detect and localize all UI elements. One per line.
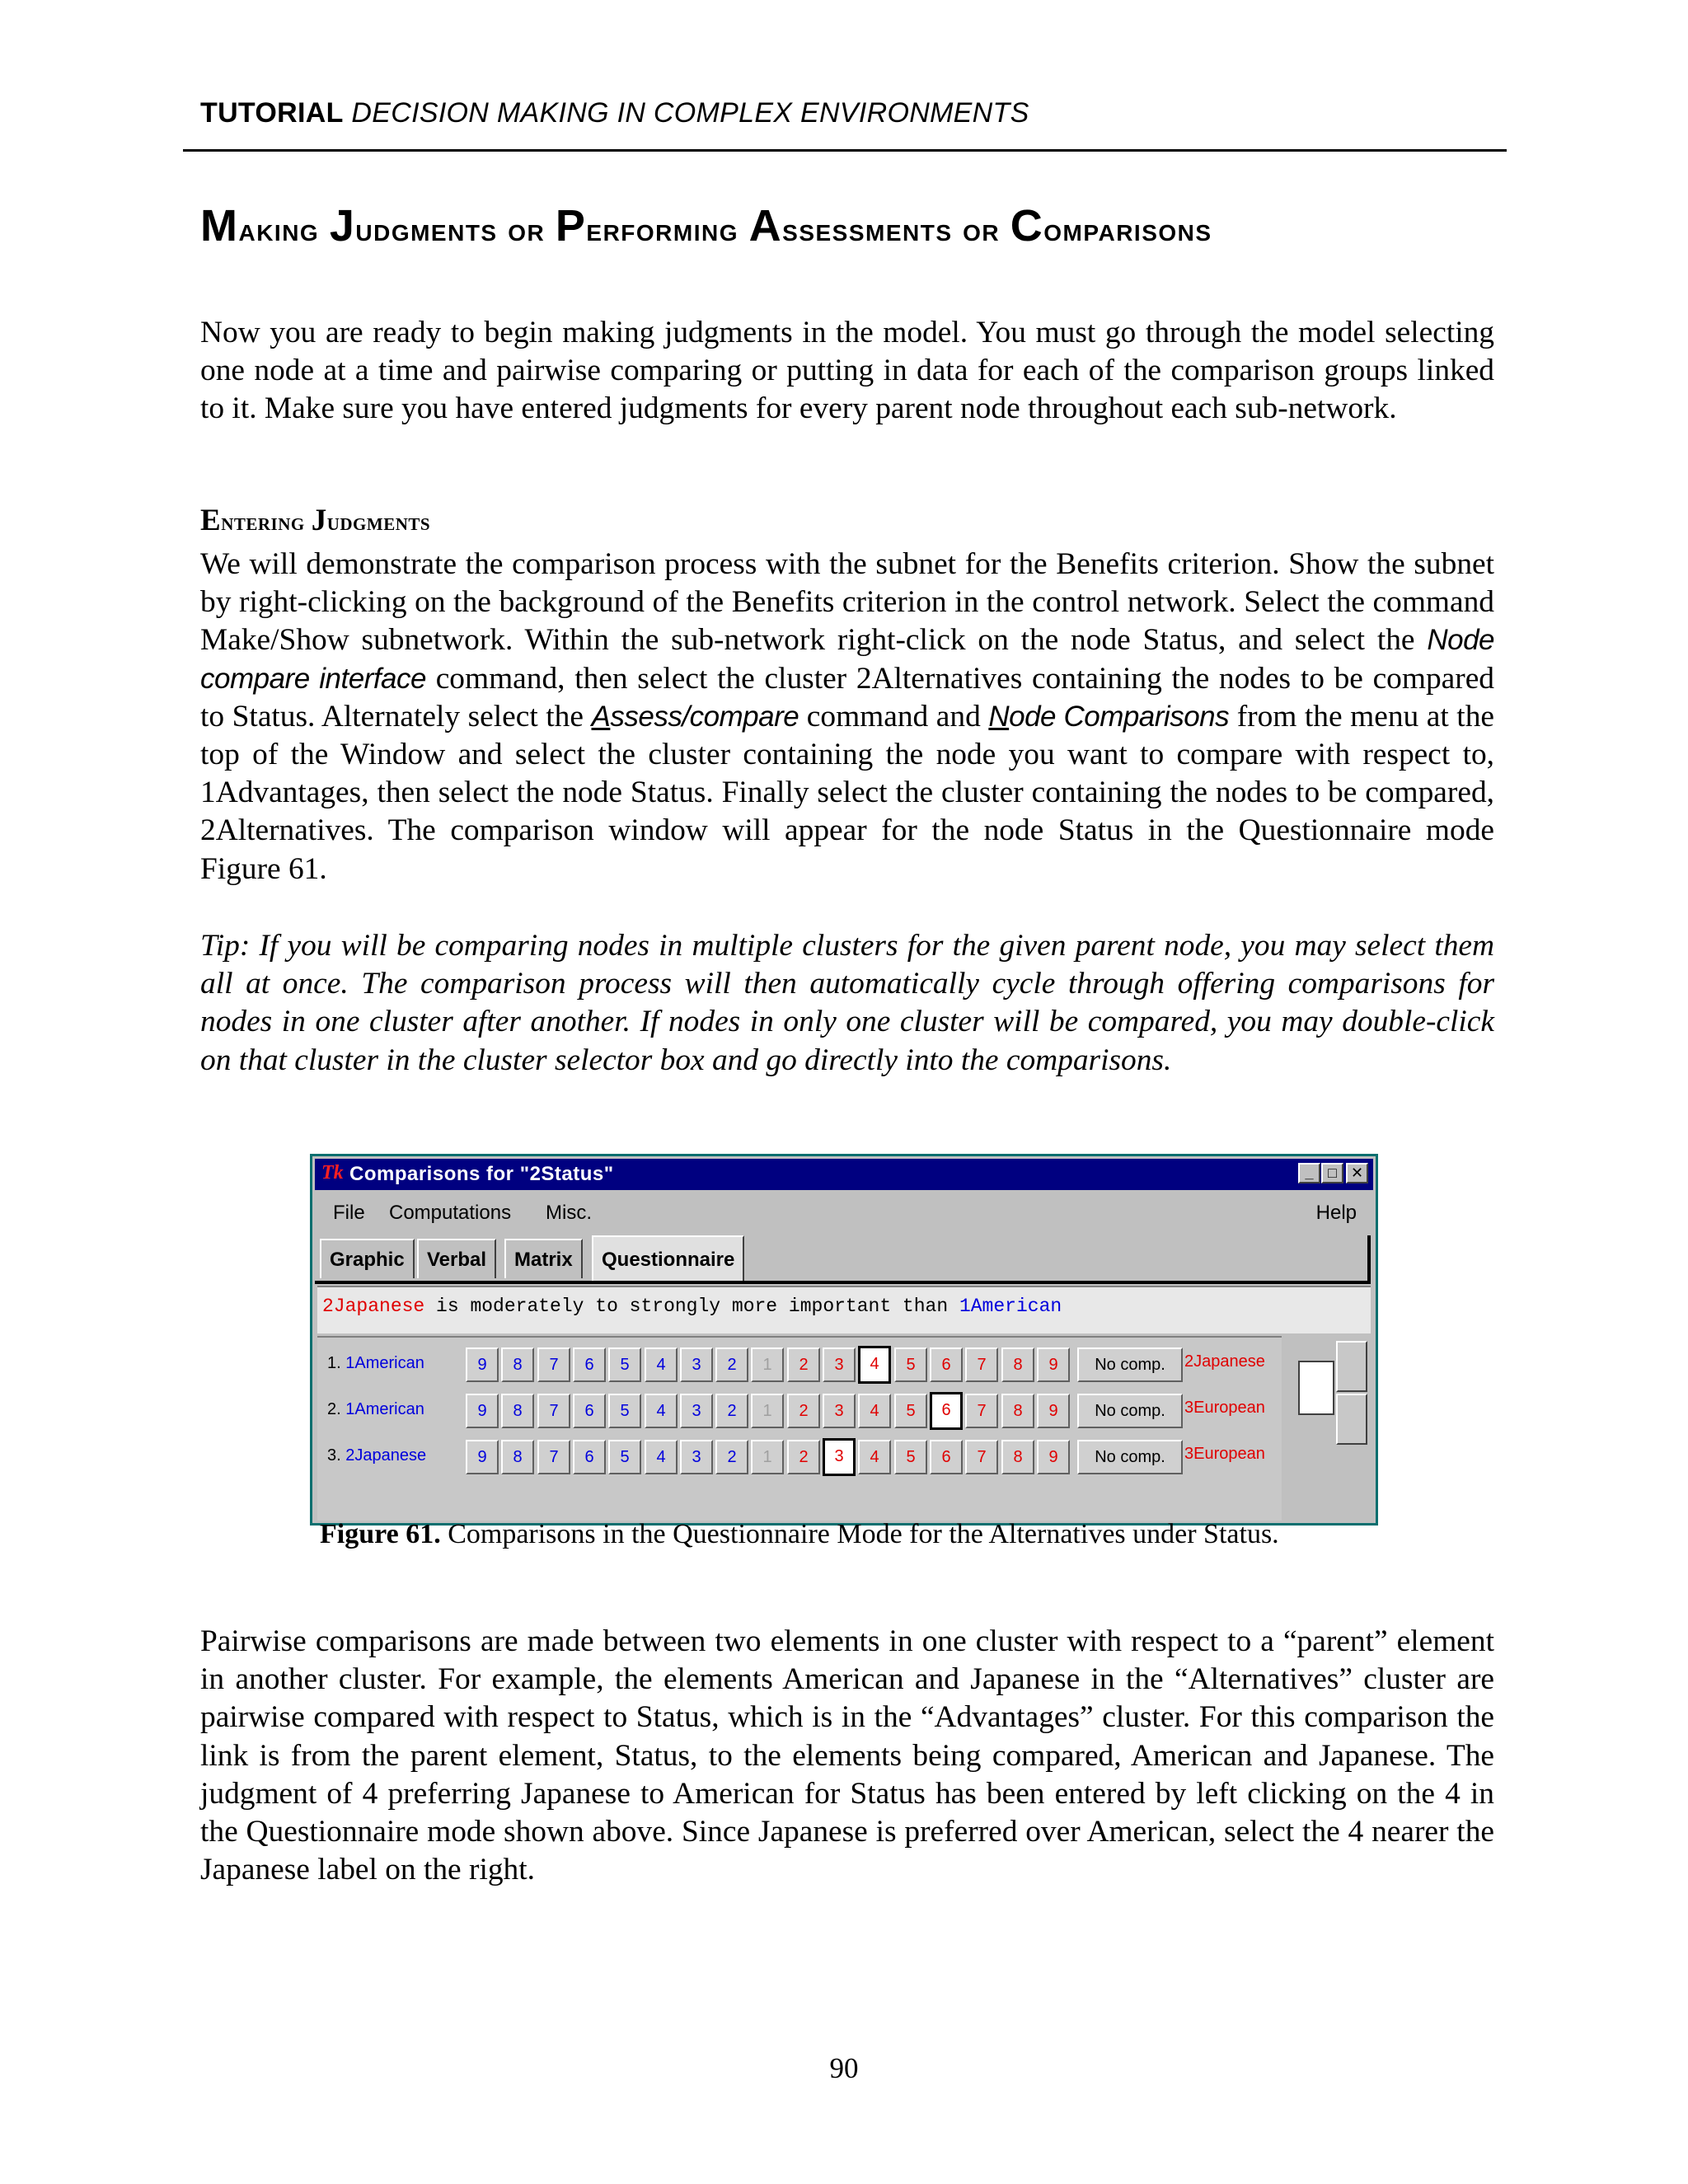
- verbal-judgment-readout: [317, 1286, 1371, 1333]
- subhead-entering-judgments: Entering Judgments: [200, 504, 431, 537]
- section-title: [200, 199, 1494, 256]
- minimize-icon[interactable]: _: [1298, 1163, 1320, 1183]
- scale-cell[interactable]: 3: [680, 1394, 713, 1428]
- tab-divider-right: [1367, 1235, 1371, 1283]
- scale-cell[interactable]: 6: [573, 1347, 606, 1382]
- vertical-scrollbar[interactable]: [1334, 1341, 1371, 1517]
- scale-cell[interactable]: 5: [894, 1440, 927, 1474]
- scale-cell[interactable]: 5: [608, 1394, 641, 1428]
- row-right-node: 2Japanese: [1184, 1352, 1265, 1371]
- row-left-node: 1American: [345, 1354, 424, 1372]
- scale-cell[interactable]: 7: [965, 1394, 998, 1428]
- scale-cell[interactable]: 7: [537, 1347, 570, 1382]
- running-head-italic: DECISION MAKING IN COMPLEX ENVIRONMENTS: [351, 97, 1029, 129]
- intro-paragraph: Now you are ready to begin making judgments in the model. You must go through the model selecting one node at a time and pairwise comparing or putting in data for each of the comparison groups linked to it. Make sure you have entered judgments for every parent node throughout each sub-network.: [200, 316, 1494, 426]
- close-icon[interactable]: ✕: [1346, 1163, 1368, 1183]
- scale-cell[interactable]: 7: [965, 1347, 998, 1382]
- header-rule: [183, 149, 1507, 152]
- verdict-left-node: 2Japanese: [322, 1296, 425, 1317]
- row-left-label: [327, 1446, 426, 1465]
- scale-cell[interactable]: 1: [751, 1394, 784, 1428]
- questionnaire-grid: [317, 1336, 1282, 1521]
- row-index: 2.: [327, 1400, 346, 1418]
- page-number: 90: [829, 2052, 859, 2084]
- row-index: 1.: [327, 1354, 346, 1372]
- tab-divider: [315, 1281, 1371, 1284]
- row-right-node: 3European: [1184, 1445, 1265, 1463]
- scale-cell[interactable]: 8: [501, 1347, 534, 1382]
- scale-cell[interactable]: 9: [1037, 1440, 1070, 1474]
- scale-cell-selected[interactable]: 3: [823, 1438, 856, 1476]
- scale-cell[interactable]: 6: [573, 1394, 606, 1428]
- row-left-node: 1American: [345, 1400, 424, 1418]
- tab-questionnaire[interactable]: Questionnaire: [592, 1235, 744, 1282]
- scale-cell[interactable]: 2: [715, 1347, 748, 1382]
- scale-cell[interactable]: 2: [787, 1347, 820, 1382]
- scale-cell[interactable]: 3: [680, 1347, 713, 1382]
- comparison-row: [317, 1343, 1282, 1389]
- scale-cell[interactable]: 2: [715, 1394, 748, 1428]
- menu-help[interactable]: Help: [1315, 1202, 1357, 1224]
- scale-cell[interactable]: 3: [680, 1440, 713, 1474]
- node-compare-interface-command: Node compare interface: [200, 624, 1494, 695]
- scale-cell[interactable]: 6: [573, 1440, 606, 1474]
- scale-cell[interactable]: 5: [894, 1394, 927, 1428]
- row-left-label: [327, 1400, 424, 1419]
- row-left-label: [327, 1354, 424, 1373]
- scale-cell[interactable]: 4: [645, 1440, 678, 1474]
- title-word: Assessments: [748, 201, 953, 251]
- scale-cell[interactable]: 8: [501, 1440, 534, 1474]
- scale-cell[interactable]: 7: [537, 1440, 570, 1474]
- scale-cell[interactable]: 8: [1001, 1440, 1034, 1474]
- procedure-paragraph: We will demonstrate the comparison process with the subnet for the Benefits criterion. Show the subnet by right-clicking on the background of the Benefits criterion in the control network. Select the command Make/Show subnetwork. Within the sub-network right-click on the node Status, and select the Node compare interface command, then select the cluster 2Alternatives containing the nodes to be compared to Status. Alternately select the Assess/compare command and Node Comparisons from the menu at the top of the Window and select the cluster containing the node you want to compare with respect to, 1Advantages, then select the node Status. Finally select the cluster containing the nodes to be compared, 2Alternatives. The comparison window will appear for the node Status in the Questionnaire mode Figure 61.: [200, 547, 1494, 886]
- scale-cell[interactable]: 7: [965, 1440, 998, 1474]
- scale-cell-selected[interactable]: 4: [858, 1346, 891, 1384]
- scrollbar-thumb[interactable]: [1336, 1341, 1367, 1392]
- scale-cell-selected[interactable]: 6: [930, 1392, 963, 1430]
- comparison-row: [317, 1435, 1282, 1481]
- menu-file[interactable]: File: [333, 1202, 365, 1224]
- scale-cell[interactable]: 4: [645, 1347, 678, 1382]
- title-word: Making: [200, 201, 320, 251]
- row-right-node: 3European: [1184, 1399, 1265, 1417]
- scale-cell[interactable]: 3: [823, 1394, 856, 1428]
- inconsistency-box: [1298, 1361, 1334, 1415]
- figure-label: Figure 61.: [320, 1519, 441, 1549]
- scale-cell[interactable]: 9: [1037, 1347, 1070, 1382]
- title-bar[interactable]: [315, 1159, 1373, 1190]
- scale-cell[interactable]: 4: [645, 1394, 678, 1428]
- scale-cell[interactable]: 8: [1001, 1394, 1034, 1428]
- tip-paragraph: Tip: If you will be comparing nodes in multiple clusters for the given parent node, you may select them all at once. The comparison process will then automatically cycle through offering comparisons for nodes in one cluster after another. If nodes in only one cluster will be compared, you may double-click on that cluster in the cluster selector box and go directly into the comparisons.: [200, 929, 1494, 1077]
- figure-caption-text: Comparisons in the Questionnaire Mode for the Alternatives under Status.: [440, 1519, 1279, 1549]
- title-word: Judgments: [329, 201, 498, 251]
- maximize-icon[interactable]: □: [1321, 1163, 1343, 1183]
- scale-cell[interactable]: 5: [608, 1440, 641, 1474]
- no-comparison-button[interactable]: No comp.: [1077, 1394, 1183, 1428]
- title-word: Comparisons: [1010, 201, 1212, 251]
- scale-cell[interactable]: 2: [787, 1440, 820, 1474]
- comparison-row: [317, 1389, 1282, 1435]
- row-left-node: 2Japanese: [345, 1446, 427, 1465]
- node-comparisons-command: Node Comparisons: [988, 700, 1230, 733]
- scale-cell[interactable]: 7: [537, 1394, 570, 1428]
- scale-cell[interactable]: 8: [501, 1394, 534, 1428]
- scale-cell[interactable]: 2: [787, 1394, 820, 1428]
- menu-bar: [315, 1193, 1373, 1232]
- window-title: Comparisons for "2Status": [349, 1163, 614, 1185]
- menu-misc[interactable]: Misc.: [546, 1202, 592, 1224]
- scale-cell[interactable]: 9: [466, 1440, 499, 1474]
- scale-cell[interactable]: 4: [858, 1394, 891, 1428]
- scale-cell[interactable]: 4: [858, 1440, 891, 1474]
- scale-cell[interactable]: 9: [466, 1394, 499, 1428]
- scale-cell[interactable]: 5: [608, 1347, 641, 1382]
- mode-tabs: [315, 1235, 1373, 1282]
- title-word: Performing: [555, 201, 739, 251]
- row-index: 3.: [327, 1446, 346, 1465]
- running-head: [200, 97, 1503, 129]
- tab-graphic[interactable]: Graphic: [320, 1239, 415, 1278]
- scale-cell[interactable]: 8: [1001, 1347, 1034, 1382]
- scale-cell[interactable]: 9: [466, 1347, 499, 1382]
- menu-computations[interactable]: Computations: [389, 1202, 512, 1224]
- assess-compare-command: Assess/compare: [591, 700, 799, 733]
- tab-matrix[interactable]: Matrix: [504, 1239, 583, 1278]
- scale-cell[interactable]: 6: [930, 1347, 963, 1382]
- no-comparison-button[interactable]: No comp.: [1077, 1347, 1183, 1382]
- scale-cell[interactable]: 1: [751, 1440, 784, 1474]
- tk-app-icon: Tk: [321, 1162, 344, 1183]
- verdict-text: is moderately to strongly more important than: [424, 1296, 959, 1317]
- scale-cell[interactable]: 3: [823, 1347, 856, 1382]
- scale-cell[interactable]: 6: [930, 1440, 963, 1474]
- explanation-paragraph: Pairwise comparisons are made between two elements in one cluster with respect to a “parent” element in another cluster. For example, the elements American and Japanese in the “Alternatives” cluster are pairwise compared with respect to Status, which is in the “Advantages” cluster. For this comparison the link is from the parent element, Status, to the elements being compared, American and Japanese. The judgment of 4 preferring Japanese to American for Status has been entered by left clicking on the 4 in the Questionnaire mode shown above. Since Japanese is preferred over American, select the 4 nearer the Japanese label on the right.: [200, 1624, 1494, 1887]
- title-word: or: [963, 212, 1001, 248]
- running-head-bold: TUTORIAL: [200, 97, 344, 129]
- title-word: or: [508, 212, 546, 248]
- tab-verbal[interactable]: Verbal: [417, 1239, 496, 1278]
- figure-caption: [320, 1519, 1279, 1550]
- scale-cell[interactable]: 5: [894, 1347, 927, 1382]
- scale-cell[interactable]: 1: [751, 1347, 784, 1382]
- no-comparison-button[interactable]: No comp.: [1077, 1440, 1183, 1474]
- scrollbar-track-segment[interactable]: [1336, 1394, 1367, 1445]
- verdict-right-node: 1American: [959, 1296, 1062, 1317]
- scale-cell[interactable]: 9: [1037, 1394, 1070, 1428]
- scale-cell[interactable]: 2: [715, 1440, 748, 1474]
- comparison-window: [310, 1154, 1378, 1526]
